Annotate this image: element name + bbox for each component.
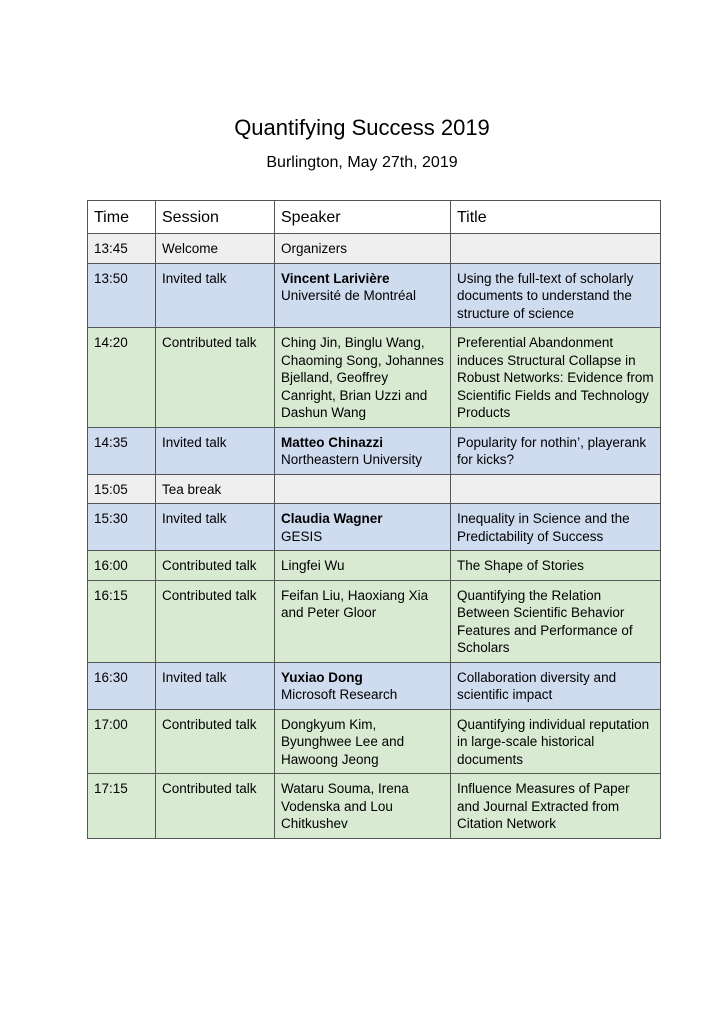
column-header-speaker: Speaker bbox=[275, 201, 451, 234]
speaker-cell bbox=[275, 504, 451, 551]
column-header-session: Session bbox=[156, 201, 275, 234]
table-row bbox=[88, 328, 661, 428]
session-cell: Contributed talk bbox=[156, 328, 275, 428]
speaker-cell: Wataru Souma, Irena Vodenska and Lou Chitkushev bbox=[275, 774, 451, 839]
time-cell: 13:45 bbox=[88, 234, 156, 264]
session-cell: Invited talk bbox=[156, 504, 275, 551]
speaker-cell bbox=[275, 474, 451, 504]
session-cell: Contributed talk bbox=[156, 551, 275, 581]
session-cell: Invited talk bbox=[156, 263, 275, 328]
session-cell: Invited talk bbox=[156, 662, 275, 709]
time-cell: 14:35 bbox=[88, 427, 156, 474]
speaker-affiliation: GESIS bbox=[281, 528, 323, 544]
page-title: Quantifying Success 2019 bbox=[234, 115, 490, 140]
session-cell: Welcome bbox=[156, 234, 275, 264]
table-row bbox=[88, 263, 661, 328]
time-cell: 17:00 bbox=[88, 709, 156, 774]
table-row bbox=[88, 580, 661, 662]
talk-title-cell: Quantifying individual reputation in large-scale historical documents bbox=[451, 709, 661, 774]
schedule-table bbox=[87, 200, 661, 839]
session-cell: Contributed talk bbox=[156, 580, 275, 662]
speaker-name: Vincent Larivière bbox=[281, 270, 390, 286]
talk-title-cell bbox=[451, 234, 661, 264]
time-cell: 16:15 bbox=[88, 580, 156, 662]
time-cell: 16:30 bbox=[88, 662, 156, 709]
schedule-body bbox=[88, 234, 661, 839]
speaker-cell: Feifan Liu, Haoxiang Xia and Peter Gloor bbox=[275, 580, 451, 662]
session-cell: Invited talk bbox=[156, 427, 275, 474]
table-header-row bbox=[88, 201, 661, 234]
talk-title-cell: Popularity for nothin’, playerank for kicks? bbox=[451, 427, 661, 474]
session-cell: Contributed talk bbox=[156, 709, 275, 774]
session-cell: Tea break bbox=[156, 474, 275, 504]
table-row bbox=[88, 427, 661, 474]
time-cell: 15:30 bbox=[88, 504, 156, 551]
speaker-cell bbox=[275, 263, 451, 328]
column-header-time: Time bbox=[88, 201, 156, 234]
table-row bbox=[88, 474, 661, 504]
talk-title-cell: Quantifying the Relation Between Scientific Behavior Features and Performance of Scholars bbox=[451, 580, 661, 662]
time-cell: 15:05 bbox=[88, 474, 156, 504]
speaker-cell: Lingfei Wu bbox=[275, 551, 451, 581]
table-row bbox=[88, 662, 661, 709]
speaker-cell: Organizers bbox=[275, 234, 451, 264]
talk-title-cell: Preferential Abandonment induces Structural Collapse in Robust Networks: Evidence from Scientific Fields and Technology Products bbox=[451, 328, 661, 428]
talk-title-cell bbox=[451, 474, 661, 504]
speaker-name: Yuxiao Dong bbox=[281, 669, 363, 685]
table-row bbox=[88, 551, 661, 581]
speaker-cell bbox=[275, 427, 451, 474]
speaker-cell: Ching Jin, Binglu Wang, Chaoming Song, Johannes Bjelland, Geoffrey Canright, Brian Uzzi and Dashun Wang bbox=[275, 328, 451, 428]
table-row bbox=[88, 774, 661, 839]
speaker-affiliation: Université de Montréal bbox=[281, 288, 417, 303]
speaker-cell: Dongkyum Kim, Byunghwee Lee and Hawoong Jeong bbox=[275, 709, 451, 774]
talk-title-cell: Influence Measures of Paper and Journal Extracted from Citation Network bbox=[451, 774, 661, 839]
speaker-affiliation: Microsoft Research bbox=[281, 687, 398, 702]
speaker-name: Matteo Chinazzi bbox=[281, 434, 384, 450]
talk-title-cell: Collaboration diversity and scientific impact bbox=[451, 662, 661, 709]
table-row bbox=[88, 504, 661, 551]
speaker-cell bbox=[275, 662, 451, 709]
table-row bbox=[88, 709, 661, 774]
speaker-name: Claudia Wagner bbox=[281, 511, 383, 526]
session-cell: Contributed talk bbox=[156, 774, 275, 839]
speaker-affiliation: Northeastern University bbox=[281, 452, 423, 467]
page-subtitle: Burlington, May 27th, 2019 bbox=[266, 154, 458, 171]
time-cell: 16:00 bbox=[88, 551, 156, 581]
time-cell: 14:20 bbox=[88, 328, 156, 428]
column-header-title: Title bbox=[451, 201, 661, 234]
time-cell: 13:50 bbox=[88, 263, 156, 328]
talk-title-cell: Using the full-text of scholarly documents to understand the structure of science bbox=[451, 263, 661, 328]
talk-title-cell: Inequality in Science and the Predictability of Success bbox=[451, 504, 661, 551]
time-cell: 17:15 bbox=[88, 774, 156, 839]
table-row bbox=[88, 234, 661, 264]
talk-title-cell: The Shape of Stories bbox=[451, 551, 661, 581]
